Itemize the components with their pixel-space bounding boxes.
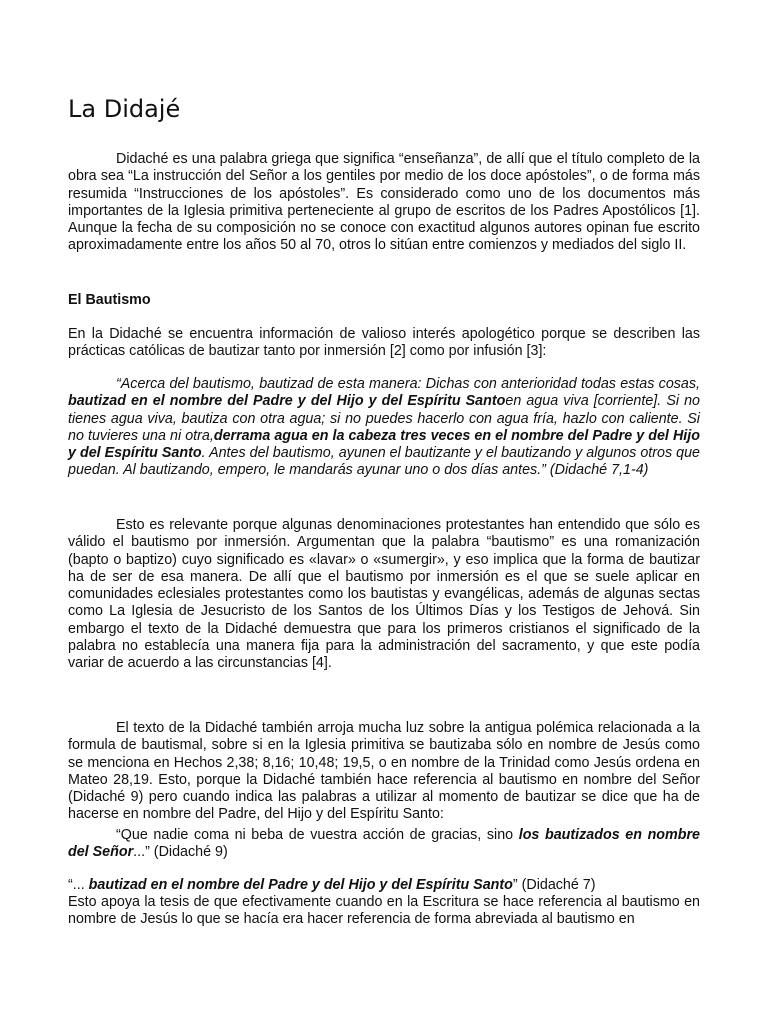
quote-text: “... xyxy=(68,877,89,893)
intro-paragraph: Didaché es una palabra griega que significa “enseñanza”, de allí que el título completo de la obra sea “La instrucción del Señor a los gentiles por medio de los doce apóstoles”, o de forma más resumida “Instrucciones de los apóstoles”. Es considerado como uno de los documentos más importantes de la Iglesia primitiva perteneciente al grupo de escritos de los Padres Apostólicos [1]. Aunque la fecha de su composición no se conoce con exactitud algunos autores opinan fue escrito aproximadamente entre los años 50 al 70, otros lo sitúan entre comienzos y mediados del siglo II. xyxy=(68,151,700,254)
quote-reference: ” (Didaché 9) xyxy=(145,844,228,861)
didache-quote-9 xyxy=(68,827,700,862)
quote-bold-text: bautizad en el nombre del Padre y del Hijo y del Espíritu Santo xyxy=(68,393,506,410)
quote-reference: ” (Didaché 7) xyxy=(512,877,596,893)
quote-bold-text: los bautizados en nombre del Señor xyxy=(68,827,700,861)
quote-bold-text: derrama agua en la cabeza tres veces en el nombre del Padre y del Hijo y del Espíritu Santo xyxy=(68,427,700,462)
quote-text: “Acerca del bautismo, bautizad de esta manera: Dichas con anterioridad todas estas cosas, xyxy=(116,376,700,392)
didache-quote-7-short xyxy=(68,877,700,894)
page-title: La Didajé xyxy=(68,95,181,123)
section-heading: El Bautismo xyxy=(68,292,151,308)
quote-text: . Antes del bautismo, ayunen el bautizante y el bautizando y algunos otros que puedan. Al bautizando, empero, le mandarás ayunar uno o dos días antes.” (Didaché 7,1-4) xyxy=(68,445,701,479)
relevance-paragraph: Esto es relevante porque algunas denominaciones protestantes han entendido que sólo es válido el bautismo por inmersión. Argumentan que la palabra “bautismo” es una romanización (bapto o baptizo) cuyo significado es «lavar» o «sumergir», y eso implica que la forma de bautizar ha de ser de esa manera. De allí que el bautismo por inmersión es el que se suele aplicar en comunidades eclesiales protestantes como los bautistas y evangélicas, además de algunas sectas como La Iglesia de Jesucristo de los Santos de los Últimos Días y los Testigos de Jehová. Sin embargo el texto de la Didaché demuestra que para los primeros cristianos el significado de la palabra no establecía una manera fija para la administración del sacramento, y que este podía variar de acuerdo a las circunstancias [4]. xyxy=(68,517,700,672)
quote-text: “Que nadie coma ni beba de vuestra acción de gracias, sino xyxy=(116,827,519,843)
quote-bold-text: bautizad en el nombre del Padre y del Hijo y del Espíritu Santo xyxy=(88,877,513,893)
quote-text: ... xyxy=(133,844,146,861)
quote-text: en agua viva [corriente]. Si no tienes agua viva, bautiza con otra agua; si no puedes hacerlo con agua fría, hazlo con caliente. Si no tuvieres una ni otra, xyxy=(68,393,700,444)
formula-paragraph: El texto de la Didaché también arroja mucha luz sobre la antigua polémica relacionada a la formula de bautismal, sobre si en la Iglesia primitiva se bautizaba sólo en nombre de Jesús como se menciona en Hechos 2,38; 8,16; 10,48; 19,5, o en nombre de la Trinidad como Jesús ordena en Mateo 28,19. Esto, porque la Didaché también hace referencia al bautismo en nombre del Señor (Didaché 9) pero cuando indica las palabras a utilizar al momento de bautizar se dice que ha de hacerse en nombre del Padre, del Hijo y del Espíritu Santo: xyxy=(68,720,700,823)
final-paragraph: Esto apoya la tesis de que efectivamente cuando en la Escritura se hace referencia al bautismo en nombre de Jesús lo que se hacía era hacer referencia de forma abreviada al bautismo en xyxy=(68,894,700,928)
baptism-paragraph: En la Didaché se encuentra información de valioso interés apologético porque se describen las prácticas católicas de bautizar tanto por inmersión [2] como por infusión [3]: xyxy=(68,326,700,360)
didache-quote-7 xyxy=(68,376,700,480)
